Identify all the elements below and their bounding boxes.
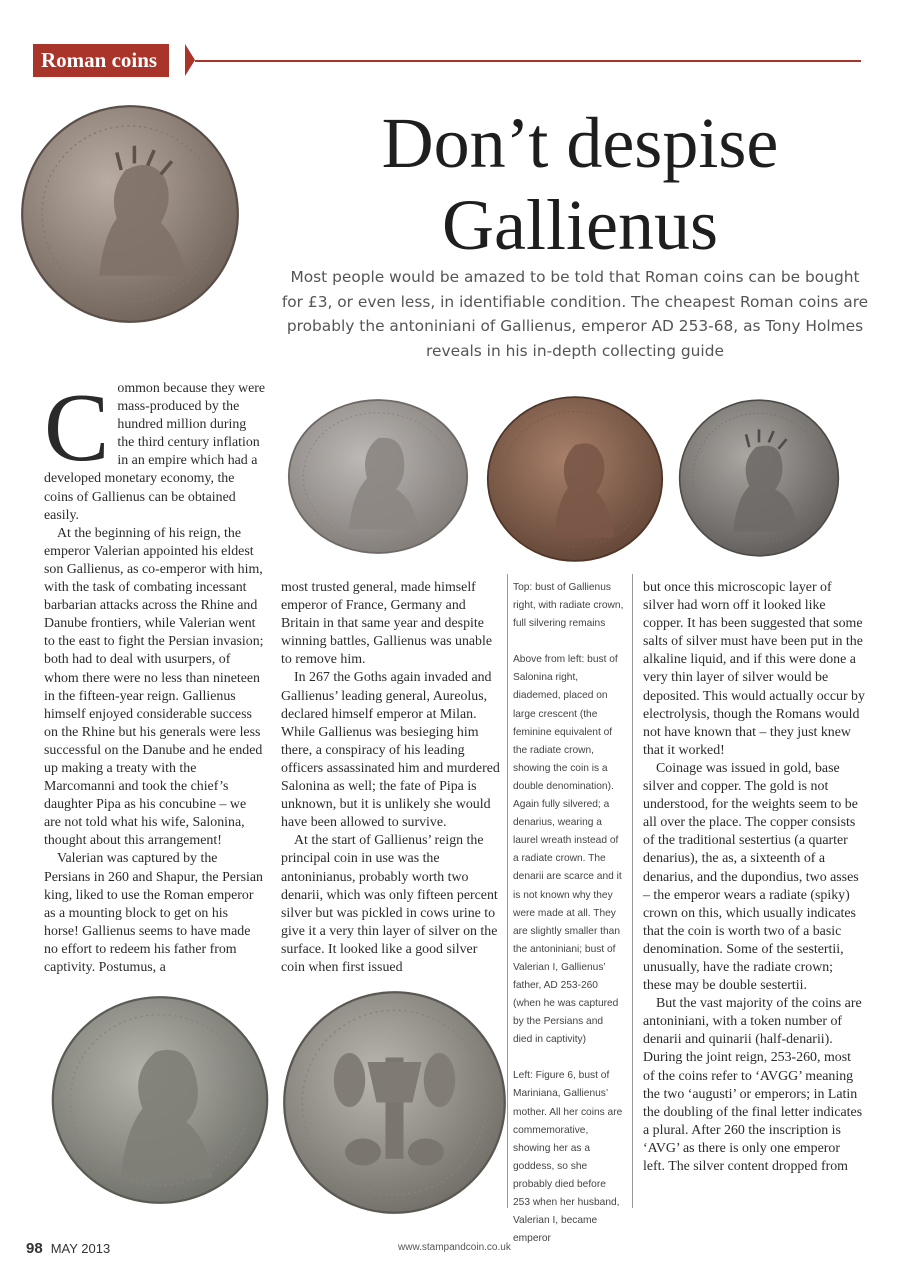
article-title	[300, 102, 860, 266]
caption-above: Above from left: bust of Salonina right, diademed, placed on large crescent (the feminine equivalent of the radiate crown, showing the coin is a double denomination). Again fully silvered; a denarius, wearing a laurel wreath instead of a radiate crown. The denarii are scarce and it is not known why they were made at all. They are slightly smaller than the antoniniani; bust of Valerian I, Gallienus’ father, AD 253-260 (when he was captured by the Persians and died in captivity)	[513, 654, 622, 1046]
section-tag-arrow	[185, 44, 195, 76]
paragraph-4: most trusted general, made himself emperor of France, Germany and Britain in that same year and despite winning battles, Gallienus was unable to remove him.	[281, 580, 493, 668]
section-tag	[33, 44, 169, 77]
paragraph-9: But the vast majority of the coins are antoniniani, with a token number of denarii and quinarii (half-denarii). During the joint reign, 253-260, most of the coins refer to ‘AVGG’ meaning the two ‘augusti’ or emperors; in Latin the doubling of the final letter indicates a plural. After 260 the inscription is ‘AVG’ as there is only one emperor left. The silver content dropped from	[643, 996, 863, 1174]
coin-5-image	[50, 995, 270, 1205]
paragraph-1-text: ommon because they were mass-produced by the hundred million during the third century inflation in an empire which had a developed monetary economy, the coins of Gallienus can be obtained easily.	[44, 381, 266, 523]
coin-reverse-trophy	[282, 990, 507, 1215]
coin-salonina	[287, 398, 469, 555]
title-line-1: Don’t despise	[381, 103, 779, 183]
standfirst: Most people would be amazed to be told that Roman coins can be bought for £3, or even less, in identifiable condition. The cheapest Roman coins are probably the antoniniani of Gallienus, emperor AD 253-68, as Tony Holmes reveals in his in-depth collecting guide	[281, 268, 869, 360]
coin-2-image	[287, 398, 469, 555]
coin-3-image	[486, 395, 664, 563]
title-line-2: Gallienus	[442, 185, 718, 265]
paragraph-5: In 267 the Goths again invaded and Gallienus’ leading general, Aureolus, declared himself emperor at Milan. While Gallienus was besieging him there, a conspiracy of his leading officers assassinated him and murdered Salonina as well; the fate of Pipa is unknown, but it is unlikely she would have been allowed to survive.	[281, 670, 500, 831]
caption-rule-left	[507, 574, 508, 1208]
paragraph-6: At the start of Gallienus’ reign the principal coin in use was the antoninianus, probably worth two denarii, which was only fifteen percent silver but was pickled in cows urine to give it a very thin layer of silver on the surface. It looked like a good silver coin when first issued	[281, 833, 498, 975]
section-label: Roman coins	[41, 48, 158, 72]
paragraph-3: Valerian was captured by the Persians in 260 and Shapur, the Persian king, liked to use the Roman emperor as a mounting block to get on his horse! Gallienus seems to have made no effort to redeem his father from captivity. Postumus, a	[44, 851, 263, 975]
coin-4-image	[678, 398, 840, 558]
coin-1-image	[20, 104, 240, 324]
coin-valerian	[678, 398, 840, 558]
caption-rule-right	[632, 574, 633, 1208]
caption-column	[513, 579, 625, 1266]
paragraph-8: Coinage was issued in gold, base silver and copper. The gold is not understood, for the weights seem to be all over the place. The copper consists of the traditional sestertius (a quarter denarius), the as, a sixteenth of a denarius, and the dupondius, two asses – the emperor wears a radiate (spiky) crown on this, which usually indicates that the coin is worth two of a basic denomination. Some of the sestertii, unusually, have the radiate crown; these may be double sestertii.	[643, 760, 859, 994]
folio	[26, 1240, 110, 1257]
paragraph-7: but once this microscopic layer of silver had worn off it looked like copper. It has been suggested that some salts of silver must have been put in the alkaline liquid, and if this were done a very thin layer of silver would be deposited. This would actually occur by electrolysis, though the Romans would not have known that – they just knew that it worked!	[643, 580, 865, 758]
paragraph-1	[44, 374, 266, 525]
footer-url: www.stampandcoin.co.uk	[398, 1242, 511, 1253]
body-column-2	[281, 579, 501, 977]
section-rule	[195, 60, 861, 62]
caption-top: Top: bust of Gallienus right, with radiate crown, full silvering remains	[513, 582, 624, 630]
drop-cap: C	[44, 374, 110, 482]
page-number: 98	[26, 1240, 43, 1257]
paragraph-2: At the beginning of his reign, the emperor Valerian appointed his eldest son Gallienus, as co-emperor with him, with the task of combating incessant barbarian attacks across the Rhine and Danube frontiers, while Valerian went to the east to fight the Persian invasion; both had to deal with usurpers, of whom there were no less than nineteen in the fifteen-year reign. Gallienus himself enjoyed considerable success on the Rhine but his generals were less successful on the Danube and he ended up making a treaty with the Marcomanni and took the chief’s daughter Pipa as his concubine – we are not told what his wife, Salonina, thought about this arrangement!	[44, 525, 264, 849]
caption-left: Left: Figure 6, bust of Mariniana, Gallienus’ mother. All her coins are commemorative, showing her as a goddess, so she probably died before 253 when her husband, Valerian I, became emperor	[513, 1070, 623, 1245]
body-column-1	[44, 374, 266, 977]
issue-date: MAY 2013	[50, 1241, 111, 1256]
coin-gallienus-antoninianus	[20, 104, 240, 324]
coin-6-image	[282, 990, 507, 1215]
coin-mariniana	[50, 995, 270, 1205]
body-column-4	[643, 579, 865, 1176]
coin-gallienus-denarius	[486, 395, 664, 563]
